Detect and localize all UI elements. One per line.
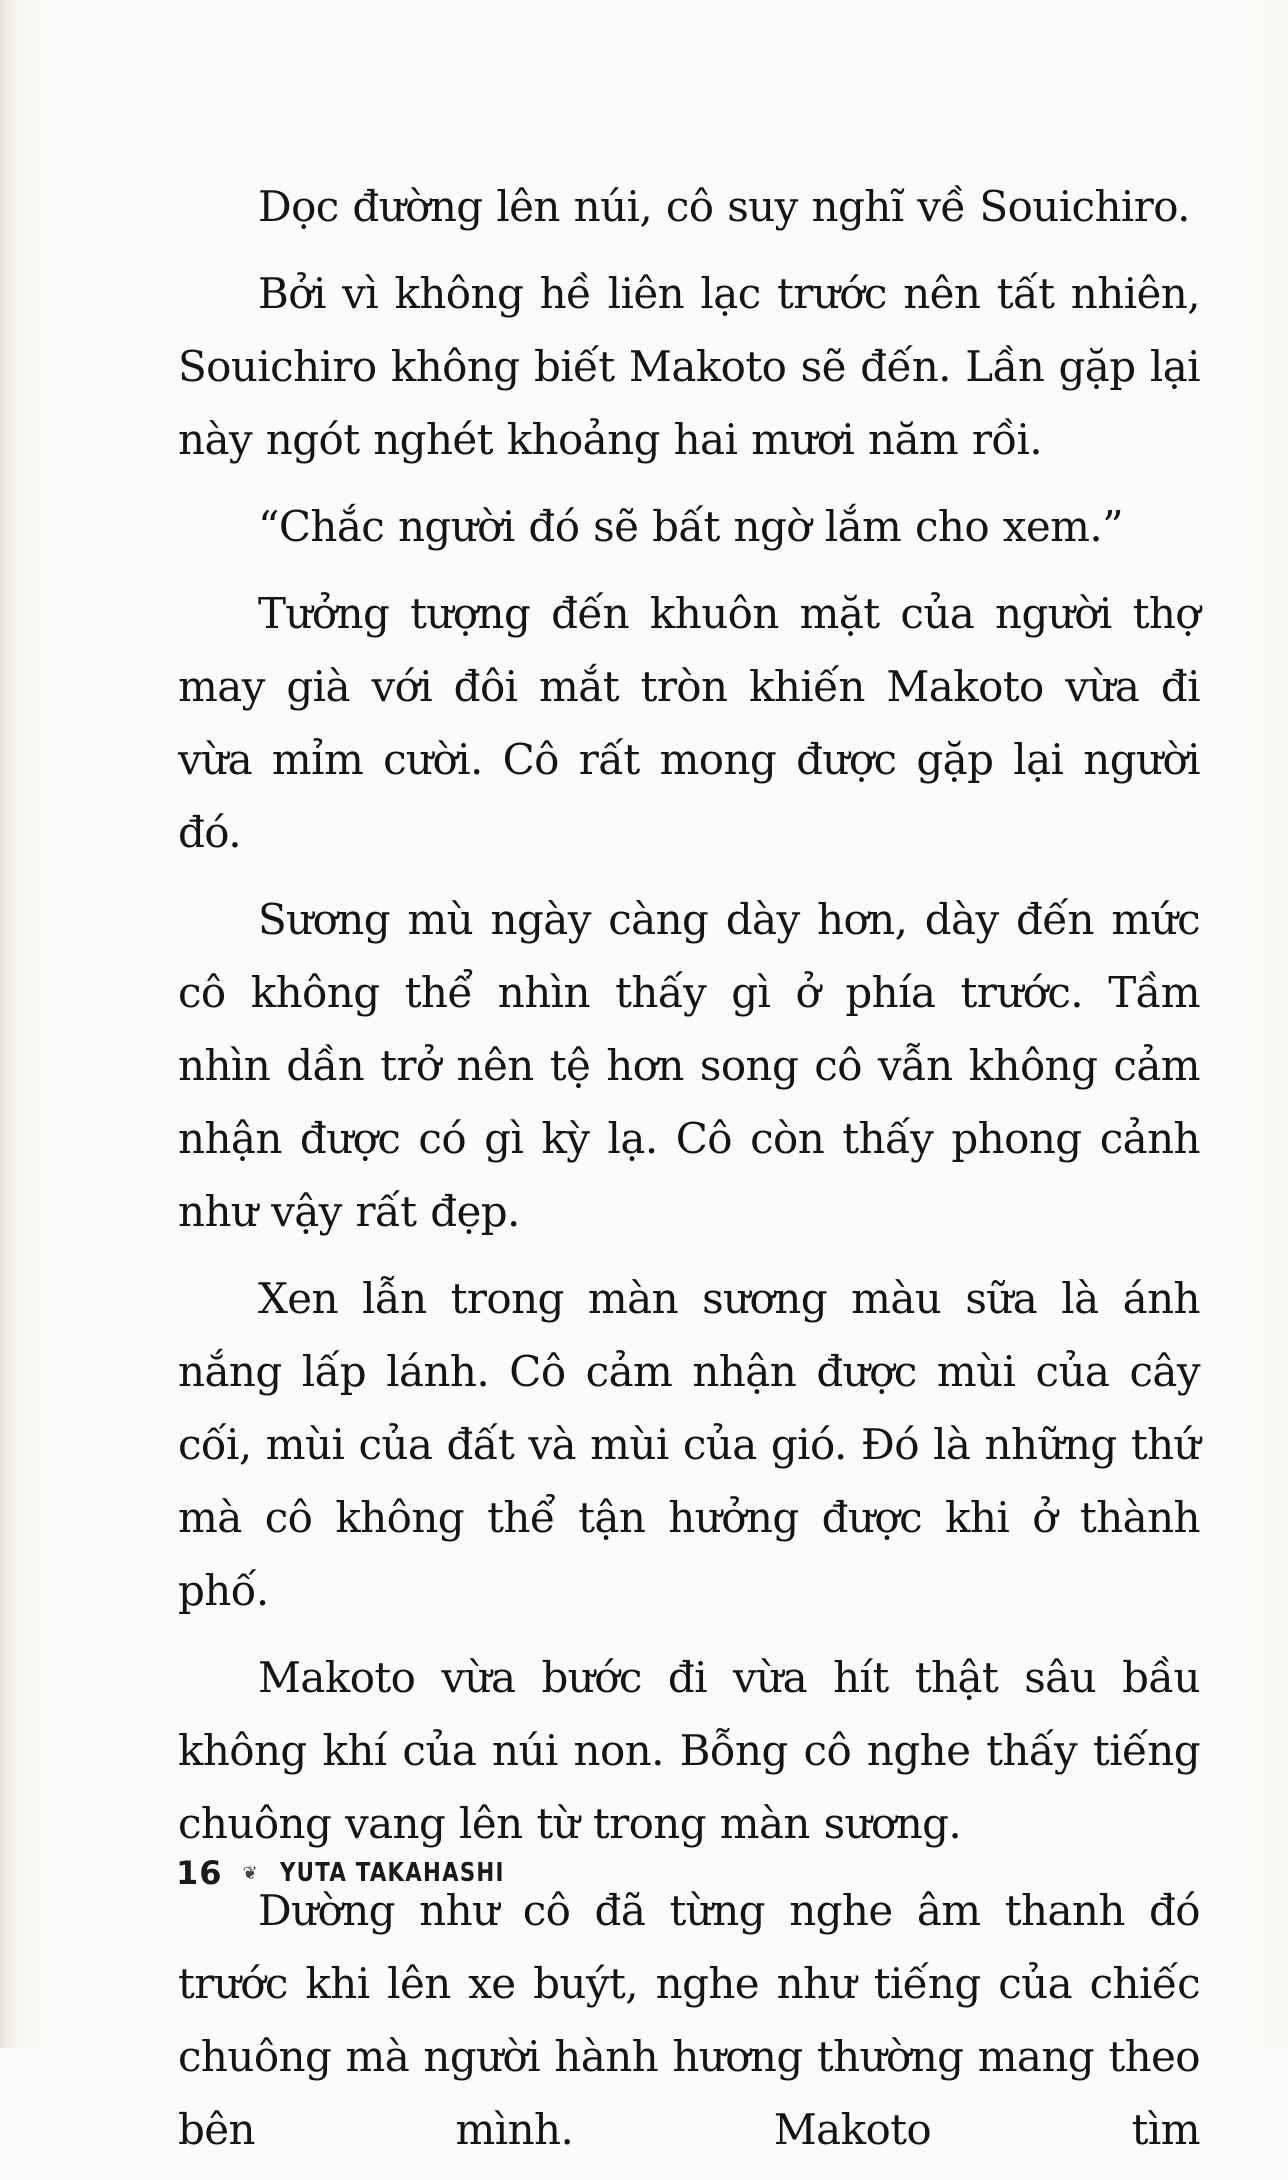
- paragraph: Sương mù ngày càng dày hơn, dày đến mức cô không thể nhìn thấy gì ở phía trước. Tầm nhìn dần trở nên tệ hơn song cô vẫn không cảm nhận được có gì kỳ lạ. Cô còn thấy phong cảnh như vậy rất đẹp.: [178, 895, 1200, 1236]
- running-head-author: YUTA TAKAHASHI: [279, 1858, 505, 1888]
- ornament-icon: ❦: [242, 1862, 258, 1884]
- page-footer: [176, 1853, 554, 1893]
- paragraph: Dọc đường lên núi, cô suy nghĩ về Souichiro.: [258, 182, 1190, 231]
- page-edge-shadow: [0, 0, 18, 2048]
- paragraph: Xen lẫn trong màn sương màu sữa là ánh nắng lấp lánh. Cô cảm nhận được mùi của cây cối, mùi của đất và mùi của gió. Đó là những thứ mà cô không thể tận hưởng được khi ở thành phố.: [178, 1274, 1200, 1615]
- paragraph: Makoto vừa bước đi vừa hít thật sâu bầu không khí của núi non. Bỗng cô nghe thấy tiếng chuông vang lên từ trong màn sương.: [178, 1653, 1200, 1848]
- paragraph: Bởi vì không hề liên lạc trước nên tất nhiên, Souichiro không biết Makoto sẽ đến. Lần gặp lại này ngót nghét khoảng hai mươi năm rồi.: [178, 269, 1200, 464]
- paragraph: “Chắc người đó sẽ bất ngờ lắm cho xem.”: [258, 502, 1123, 551]
- page-number: 16: [176, 1854, 223, 1892]
- paragraph: Tưởng tượng đến khuôn mặt của người thợ may già với đôi mắt tròn khiến Makoto vừa đi vừa mỉm cười. Cô rất mong được gặp lại người đó.: [178, 589, 1200, 857]
- paragraph-last: Dường như cô đã từng nghe âm thanh đó trước khi lên xe buýt, nghe như tiếng của chiếc chuông mà người hành hương thường mang theo bên mình. Makoto tìm: [178, 1886, 1200, 2154]
